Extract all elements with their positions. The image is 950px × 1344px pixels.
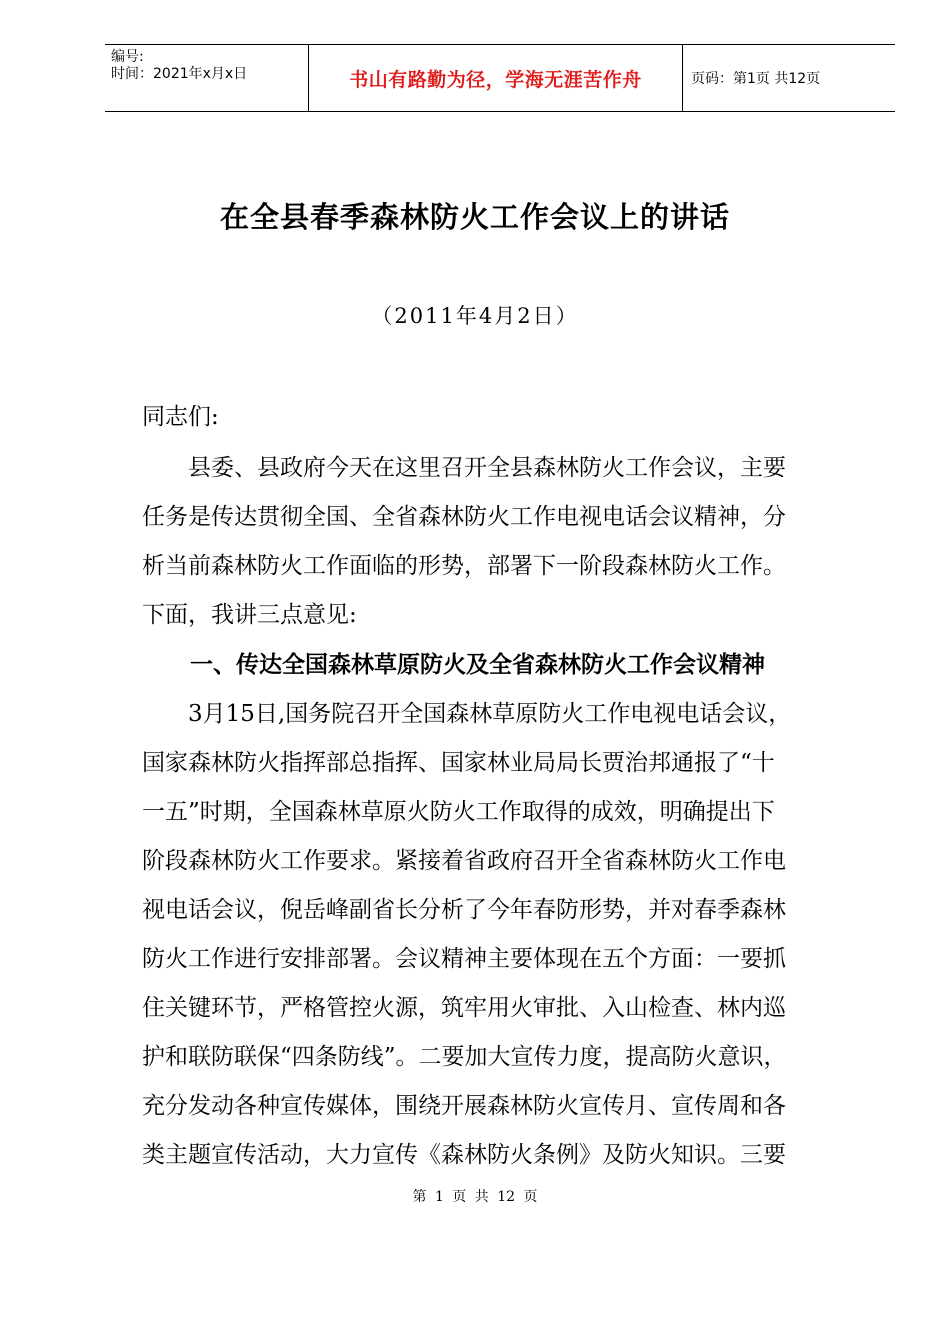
paragraph-line: 析当前森林防火工作面临的形势，部署下一阶段森林防火工作。 [142, 553, 786, 579]
paragraph-line: 阶段森林防火工作要求。紧接着省政府召开全省森林防火工作电 [142, 848, 786, 874]
document-title: 在全县春季森林防火工作会议上的讲话 [219, 200, 730, 234]
document-date: （2011年4月2日） [371, 304, 579, 328]
paragraph-line: 防火工作进行安排部署。会议精神主要体现在五个方面：一要抓 [142, 946, 786, 972]
paragraph-line: 视电话会议，倪岳峰副省长分析了今年春防形势，并对春季森林 [142, 897, 786, 923]
document-number-label: 编号: [111, 49, 144, 65]
paragraph-line: 3月15日,国务院召开全国森林草原防火工作电视电话会议， [188, 701, 792, 727]
paragraph-line: 下面，我讲三点意见: [142, 602, 357, 628]
paragraph-line: 县委、县政府今天在这里召开全县森林防火工作会议，主要 [188, 455, 786, 481]
paragraph-line: 类主题宣传活动，大力宣传《森林防火条例》及防火知识。三要 [142, 1142, 786, 1168]
paragraph-line: 护和联防联保“四条防线”。二要加大宣传力度，提高防火意识， [142, 1044, 787, 1070]
header-page-info: 页码：第1页 共12页 [691, 71, 821, 87]
page-footer: 第 1 页 共 12 页 [412, 1189, 538, 1205]
document-header [105, 44, 895, 112]
header-motto: 书山有路勤为径，学海无涯苦作舟 [309, 45, 683, 111]
salutation: 同志们: [142, 404, 219, 430]
paragraph-line: 国家森林防火指挥部总指挥、国家林业局局长贾治邦通报了“十 [142, 750, 775, 776]
paragraph-line: 任务是传达贯彻全国、全省森林防火工作电视电话会议精神，分 [142, 504, 786, 530]
paragraph-section-1 [142, 690, 857, 1180]
paragraph-intro [142, 444, 857, 640]
paragraph-line: 住关键环节，严格管控火源，筑牢用火审批、入山检查、林内巡 [142, 995, 786, 1021]
paragraph-line: 充分发动各种宣传媒体，围绕开展森林防火宣传月、宣传周和各 [142, 1093, 786, 1119]
header-meta [105, 45, 309, 111]
paragraph-line: 一五”时期，全国森林草原火防火工作取得的成效，明确提出下 [142, 799, 775, 825]
document-time-label: 时间：2021年x月x日 [111, 66, 248, 82]
section-heading-1: 一、传达全国森林草原防火及全省森林防火工作会议精神 [190, 652, 765, 678]
